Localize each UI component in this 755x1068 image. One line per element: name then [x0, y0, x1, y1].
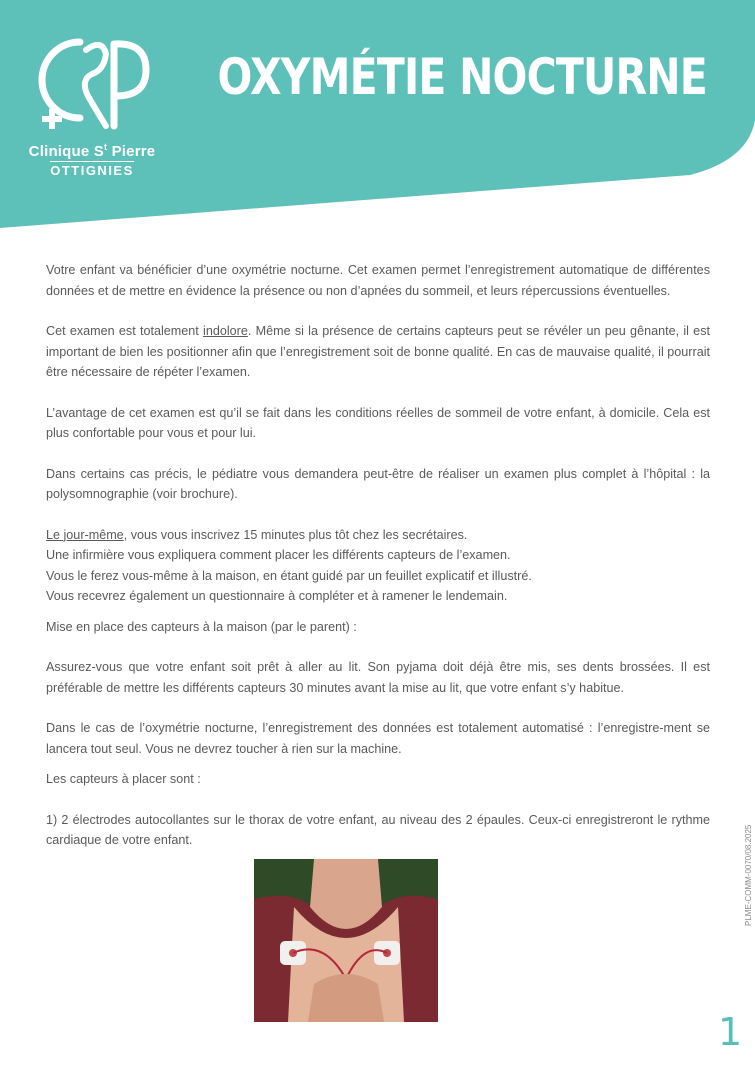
- csp-monogram-icon: [34, 30, 154, 140]
- paragraph-nurse: Une infirmière vous expliquera comment placer les différents capteurs de l’examen.: [46, 548, 511, 562]
- paragraph-same-day: Le jour-même, vous vous inscrivez 15 minutes plus tôt chez les secrétaires.: [46, 527, 468, 542]
- document-reference: PLME-COMM-0070/08.2025: [744, 824, 753, 926]
- paragraph-at-home: Vous le ferez vous-même à la maison, en étant guidé par un feuillet explicatif et illustré.: [46, 568, 532, 583]
- paragraph-sensor-setup-heading: Mise en place des capteurs à la maison (par le parent) :: [46, 619, 357, 634]
- page-number: 1: [718, 1010, 743, 1054]
- paragraph-questionnaire: Vous recevrez également un questionnaire à compléter et à ramener le lendemain.: [46, 589, 508, 603]
- paragraph-sensors-list: Les capteurs à placer sont :: [46, 772, 201, 786]
- page-title: OXYMÉTIE NOCTURNE: [217, 48, 707, 106]
- logo-clinic-name: Clinique $S^t$ Pierre: [28, 142, 156, 160]
- paragraph-electrodes: 1) 2 électrodes autocollantes sur le thorax de votre enfant, au niveau des 2 épaules. Ceux-ci enregistreront le rythme cardiaque de votre enfant.: [46, 812, 710, 847]
- logo-city: OTTIGNIES: [50, 163, 134, 178]
- paragraph-ready-for-bed: Assurez-vous que votre enfant soit prêt à aller au lit. Son pyjama doit déjà être mis, ses dents brossées. Il est préférable de mettre les différents capteurs 30 minutes avant la mise au lit, que votre enfant s’y habitue.: [46, 660, 710, 695]
- paragraph-polysomnography: Dans certains cas précis, le pédiatre vous demandera peut-être de réaliser un examen plus complet à l’hôpital : la polysomnographie (voir brochure).: [46, 466, 710, 501]
- electrode-placement-photo: [254, 859, 438, 1022]
- paragraph-automatic-recording: Dans le cas de l’oxymétrie nocturne, l’enregistrement des données est totalement automatisé : l’enregistre-ment se lancera tout seul. Vous ne devrez toucher à rien sur la machine.: [46, 721, 710, 756]
- paragraph-intro: Votre enfant va bénéficier d’une oxymétrie nocturne. Cet examen permet l’enregistrement automatique de différentes données et de mettre en évidence la présence ou non d’apnées du sommeil, et leurs répercussions éventuelles.: [46, 263, 710, 298]
- paragraph-advantage: L’avantage de cet examen est qu’il se fait dans les conditions réelles de sommeil de votre enfant, à domicile. Cela est plus confortable pour vous et pour lui.: [46, 405, 710, 440]
- paragraph-painless: Cet examen est totalement indolore. Même si la présence de certains capteurs peut se révéler un peu gênante, il est important de bien les positionner afin que l’enregistrement soit de bonne qualité. En cas de mauvaise qualité, il pourrait être nécessaire de répéter l’examen.: [46, 324, 710, 379]
- document-body: [46, 260, 710, 871]
- clinic-logo: [22, 30, 162, 180]
